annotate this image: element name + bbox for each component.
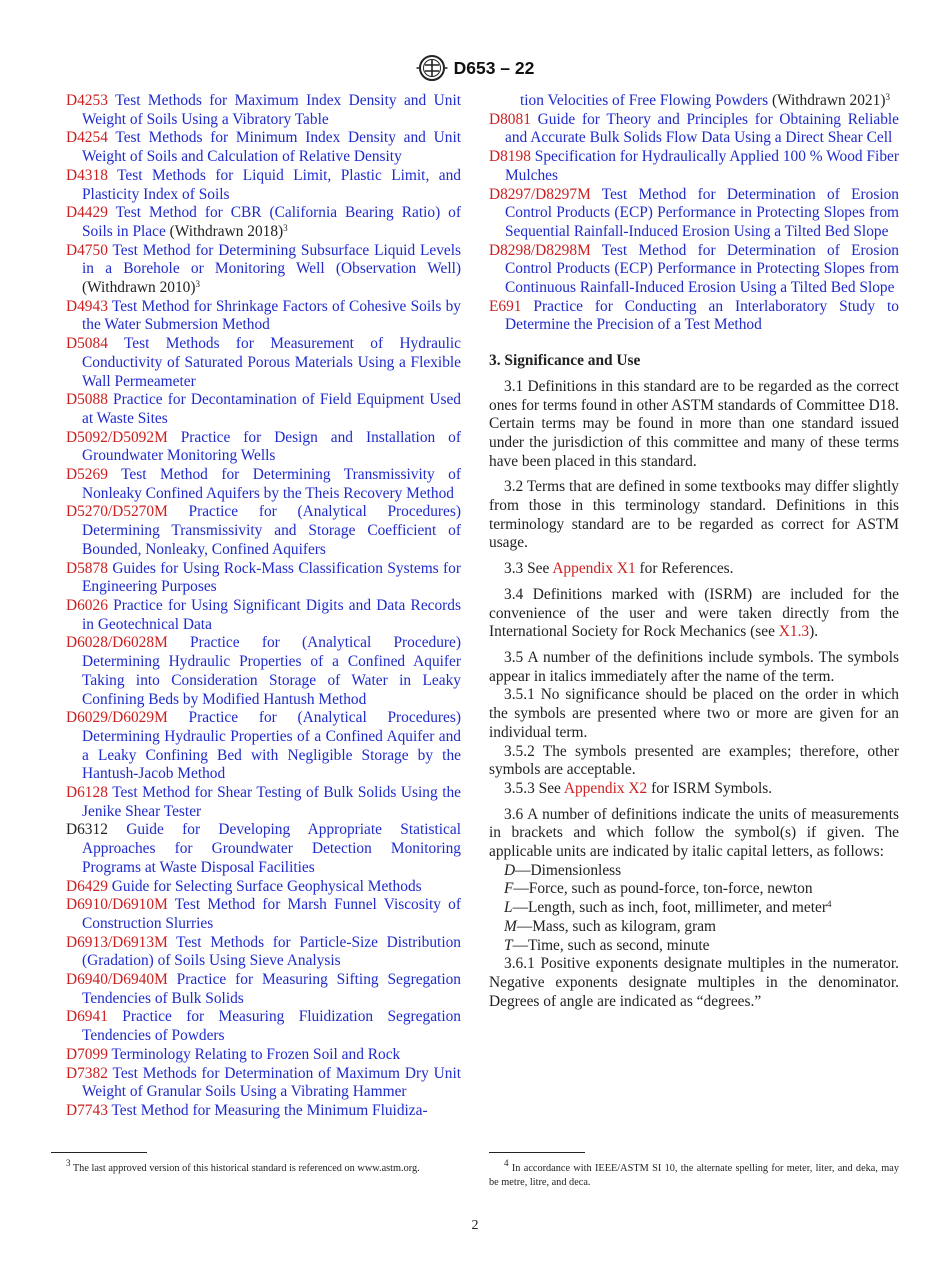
- astm-logo-icon: [416, 54, 448, 82]
- footnote-rule-right: [489, 1152, 585, 1153]
- reference-item: [66, 1008, 461, 1045]
- unit-letter: F: [504, 880, 514, 898]
- reference-title[interactable]: Practice for Using Significant Digits and Data Records in Geotechnical Data: [82, 596, 461, 633]
- reference-item: [66, 896, 461, 933]
- reference-code[interactable]: E691: [489, 297, 522, 315]
- unit-letter: M: [504, 917, 517, 935]
- reference-title[interactable]: Test Method for Determination of Erosion Control Products (ECP) Performance in Protecting Slopes from Continuous Rainfall-Induced Erosion Using a Tilted Bed Slope: [505, 241, 899, 297]
- paragraph-text: 3.3 See: [504, 560, 553, 578]
- reference-code[interactable]: D6128: [66, 784, 108, 802]
- reference-item: [489, 298, 899, 335]
- reference-item: [66, 821, 461, 877]
- paragraph-3-6: 3.6 A number of definitions indicate the units of measurements in brackets and which follow the symbol(s) if given. The applicable units are indicated by italic capital letters, as follows:: [489, 805, 899, 861]
- footnote-marker[interactable]: 4: [826, 899, 832, 910]
- reference-code[interactable]: D6029/D6029M: [66, 709, 168, 727]
- reference-title[interactable]: Guide for Selecting Surface Geophysical Methods: [111, 877, 422, 895]
- reference-item: [66, 1046, 461, 1065]
- reference-title[interactable]: Guides for Using Rock-Mass Classification Systems for Engineering Purposes: [82, 559, 461, 596]
- appendix-x2-link[interactable]: Appendix X2: [563, 779, 648, 797]
- reference-code[interactable]: D8081: [489, 110, 531, 128]
- reference-code[interactable]: D7743: [66, 1101, 108, 1119]
- reference-item: [66, 971, 461, 1008]
- reference-item: [66, 634, 461, 709]
- reference-title[interactable]: Test Method for Determining Subsurface Liquid Levels in a Borehole or Monitoring Well (Observation Well): [82, 241, 462, 278]
- footnote-text: In accordance with IEEE/ASTM SI 10, the alternate spelling for meter, liter, and deka, may be metre, litre, and deca.: [489, 1163, 899, 1189]
- reference-title[interactable]: Practice for Measuring Fluidization Segregation Tendencies of Powders: [82, 1008, 461, 1045]
- reference-code[interactable]: D4429: [66, 204, 108, 222]
- reference-code[interactable]: D7382: [66, 1064, 108, 1082]
- reference-title[interactable]: Test Method for Shear Testing of Bulk Solids Using the Jenike Shear Tester: [82, 784, 462, 820]
- reference-title[interactable]: Practice for Measuring Sifting Segregation Tendencies of Bulk Solids: [82, 971, 461, 1007]
- reference-title[interactable]: Test Methods for Particle-Size Distribution (Gradation) of Soils Using Sieve Analysis: [82, 933, 461, 970]
- reference-title[interactable]: Test Method for Marsh Funnel Viscosity of Construction Slurries: [82, 896, 462, 932]
- reference-item: [66, 429, 461, 466]
- paragraph-3-5-1: 3.5.1 No significance should be placed on the order in which the symbols are presented where two or more are given for an individual term.: [489, 686, 899, 741]
- reference-code[interactable]: D8298/D8298M: [489, 241, 591, 259]
- reference-code[interactable]: D5092/D5092M: [66, 428, 168, 446]
- reference-title[interactable]: tion Velocities of Free Flowing Powders: [520, 92, 769, 109]
- reference-item: [66, 709, 461, 784]
- paragraph-text: 3.4 Definitions marked with (ISRM) are included for the convenience of the user and were taken directly from the International Society for Rock Mechanics (see: [489, 585, 899, 641]
- reference-title[interactable]: Test Methods for Liquid Limit, Plastic Limit, and Plasticity Index of Soils: [82, 166, 461, 203]
- reference-code[interactable]: D4253: [66, 92, 108, 109]
- unit-item: [489, 880, 899, 899]
- unit-description: —Length, such as inch, foot, millimeter, and meter: [512, 899, 827, 917]
- footnote-number: 4: [504, 1158, 509, 1168]
- reference-title[interactable]: Practice for Conducting an Interlaboratory Study to Determine the Precision of a Test Method: [505, 297, 899, 334]
- reference-item: [66, 129, 461, 166]
- footnote-marker[interactable]: 3: [885, 92, 890, 102]
- x1-3-link[interactable]: X1.3: [778, 623, 810, 641]
- reference-item: [489, 242, 899, 298]
- reference-item: [66, 878, 461, 897]
- reference-code: D6312: [66, 821, 108, 839]
- withdrawn-note: (Withdrawn 2010): [82, 279, 196, 297]
- reference-title[interactable]: Guide for Developing Appropriate Statistical Approaches for Groundwater Detection Monitoring Programs at Waste Disposal Facilities: [82, 821, 461, 876]
- reference-item: [66, 1102, 461, 1121]
- footnote-text: The last approved version of this historical standard is referenced on www.astm.org.: [72, 1163, 420, 1174]
- reference-title[interactable]: Test Method for Determination of Erosion Control Products (ECP) Performance in Protecting Slopes from Sequential Rainfall-Induced Erosion Using a Tilted Bed Slope: [505, 185, 899, 240]
- reference-title[interactable]: Test Methods for Determination of Maximum Dry Unit Weight of Granular Soils Using a Vibrating Hammer: [82, 1064, 461, 1101]
- unit-description: —Dimensionless: [515, 861, 622, 879]
- reference-code[interactable]: D5269: [66, 466, 108, 484]
- paragraph-3-2: 3.2 Terms that are defined in some textbooks may differ slightly from those in this terminology standard. Definitions in this terminology standard are to be regarded as correct for ASTM usage.: [489, 478, 899, 552]
- reference-title[interactable]: Test Method for Determining Transmissivity of Nonleaky Confined Aquifers by the Theis Recovery Method: [82, 466, 461, 502]
- section-heading: 3. Significance and Use: [489, 352, 641, 370]
- reference-item: [489, 111, 899, 148]
- paragraph-text: for ISRM Symbols.: [647, 779, 773, 797]
- reference-title[interactable]: Practice for (Analytical Procedure) Determining Hydraulic Properties of a Confined Aquifer Taking into Consideration Storage of Water in Leaky Confining Beds by Modified Hantush Method: [82, 634, 461, 708]
- reference-code[interactable]: D4943: [66, 297, 108, 315]
- unit-letter: D: [504, 861, 516, 879]
- page-header: [0, 54, 950, 84]
- unit-description: —Time, such as second, minute: [512, 936, 710, 954]
- appendix-x1-link[interactable]: Appendix X1: [552, 560, 636, 578]
- reference-title[interactable]: Practice for Design and Installation of Groundwater Monitoring Wells: [82, 428, 461, 465]
- reference-item: [66, 784, 461, 821]
- unit-item: [489, 899, 899, 918]
- reference-code[interactable]: D4318: [66, 166, 108, 184]
- footnote-4: [489, 1158, 899, 1191]
- withdrawn-note: (Withdrawn 2021): [771, 92, 886, 109]
- paragraph-3-3: [489, 560, 899, 579]
- reference-title[interactable]: Practice for (Analytical Procedures) Determining Hydraulic Properties of a Confined Aquifer and a Leaky Confining Bed with Negligible Storage by the Hantush-Jacob Method: [82, 709, 461, 783]
- reference-item: [66, 298, 461, 335]
- designation: D653 – 22: [453, 57, 535, 78]
- paragraph-3-5-3: [489, 780, 899, 799]
- reference-code[interactable]: D6429: [66, 877, 108, 895]
- right-column: [489, 92, 899, 1011]
- footnote-number: 3: [66, 1158, 71, 1168]
- reference-code[interactable]: D5878: [66, 559, 108, 577]
- reference-title[interactable]: Practice for (Analytical Procedures) Determining Transmissivity and Storage Coefficient of Bounded, Nonleaky, Confined Aquifers: [82, 503, 461, 558]
- unit-item: [489, 862, 899, 881]
- footnote-marker[interactable]: 3: [195, 279, 200, 290]
- reference-item: [66, 167, 461, 204]
- reference-code[interactable]: D6940/D6940M: [66, 971, 168, 989]
- reference-title[interactable]: Test Method for CBR (California Bearing Ratio) of Soils in Place: [82, 204, 461, 240]
- paragraph-3-6-1: 3.6.1 Positive exponents designate multiples in the numerator. Negative exponents designate multiples in the denominator. Degrees of angle are indicated as “degrees.”: [489, 955, 899, 1010]
- reference-code[interactable]: D6026: [66, 596, 108, 614]
- footnote-rule-left: [51, 1152, 147, 1153]
- reference-code[interactable]: D7099: [66, 1045, 108, 1063]
- paragraph-3-4: [489, 586, 899, 642]
- units-list: [489, 862, 899, 956]
- reference-item: [66, 1065, 461, 1102]
- reference-title[interactable]: Test Methods for Minimum Index Density and Unit Weight of Soils and Calculation of Relative Density: [82, 129, 461, 166]
- reference-item: [66, 597, 461, 634]
- reference-code[interactable]: D6941: [66, 1008, 108, 1026]
- reference-item: [66, 934, 461, 971]
- reference-code[interactable]: D4254: [66, 129, 108, 147]
- reference-title[interactable]: Terminology Relating to Frozen Soil and Rock: [111, 1045, 401, 1063]
- reference-code[interactable]: D5084: [66, 335, 108, 353]
- reference-code[interactable]: D6913/D6913M: [66, 933, 168, 951]
- reference-title[interactable]: Specification for Hydraulically Applied 100 % Wood Fiber Mulches: [505, 148, 899, 184]
- reference-title[interactable]: Test Method for Measuring the Minimum Fluidiza-: [111, 1101, 428, 1119]
- reference-item: [66, 335, 461, 391]
- references-right-list: [489, 111, 899, 335]
- unit-letter: T: [504, 936, 513, 954]
- reference-title[interactable]: Test Methods for Measurement of Hydraulic Conductivity of Saturated Porous Materials Using a Flexible Wall Permeameter: [82, 335, 461, 390]
- unit-description: —Force, such as pound-force, ton-force, newton: [513, 880, 813, 898]
- unit-letter: L: [504, 899, 513, 917]
- withdrawn-note: (Withdrawn 2018): [169, 222, 284, 240]
- reference-item: [66, 242, 461, 298]
- reference-code[interactable]: D4750: [66, 241, 108, 259]
- unit-item: [489, 937, 899, 956]
- reference-title[interactable]: Guide for Theory and Principles for Obtaining Reliable and Accurate Bulk Solids Flow Data Using a Direct Shear Cell: [505, 110, 899, 147]
- reference-item: [66, 503, 461, 559]
- reference-code[interactable]: D6910/D6910M: [66, 896, 168, 914]
- reference-item: [489, 186, 899, 242]
- reference-item: [66, 560, 461, 597]
- reference-item: [66, 391, 461, 428]
- reference-continuation: [489, 92, 899, 111]
- paragraph-3-5-2: 3.5.2 The symbols presented are examples; therefore, other symbols are acceptable.: [489, 742, 899, 779]
- unit-description: —Mass, such as kilogram, gram: [516, 917, 717, 935]
- page-number: 2: [471, 1218, 479, 1233]
- reference-item: [66, 92, 461, 129]
- paragraph-3-5: 3.5 A number of the definitions include symbols. The symbols appear in italics immediately after the name of the term.: [489, 648, 899, 685]
- reference-item: [66, 466, 461, 503]
- footnote-3: [51, 1158, 461, 1176]
- reference-item: [489, 148, 899, 185]
- reference-code[interactable]: D6028/D6028M: [66, 634, 168, 652]
- reference-code[interactable]: D8297/D8297M: [489, 185, 591, 203]
- paragraph-text: for References.: [635, 560, 734, 578]
- reference-title[interactable]: Practice for Decontamination of Field Equipment Used at Waste Sites: [82, 391, 461, 427]
- footnote-marker[interactable]: 3: [283, 222, 288, 233]
- paragraph-text: ).: [809, 623, 819, 641]
- reference-title[interactable]: Test Method for Shrinkage Factors of Cohesive Soils by the Water Submersion Method: [82, 297, 461, 334]
- paragraph-3-1: 3.1 Definitions in this standard are to be regarded as the correct ones for terms found in other ASTM standards of Committee D18. Certain terms may be found in more than one standard issued under the jurisdiction of this committee and many of these terms have been placed in this standard.: [489, 377, 899, 470]
- references-left-column: [66, 92, 461, 1121]
- reference-code[interactable]: D5088: [66, 391, 108, 409]
- unit-item: [489, 918, 899, 937]
- reference-item: [66, 204, 461, 241]
- reference-title[interactable]: Test Methods for Maximum Index Density and Unit Weight of Soils Using a Vibratory Table: [82, 92, 461, 128]
- paragraph-text: 3.5.3 See: [504, 779, 564, 797]
- reference-code[interactable]: D8198: [489, 148, 531, 166]
- reference-code[interactable]: D5270/D5270M: [66, 503, 168, 521]
